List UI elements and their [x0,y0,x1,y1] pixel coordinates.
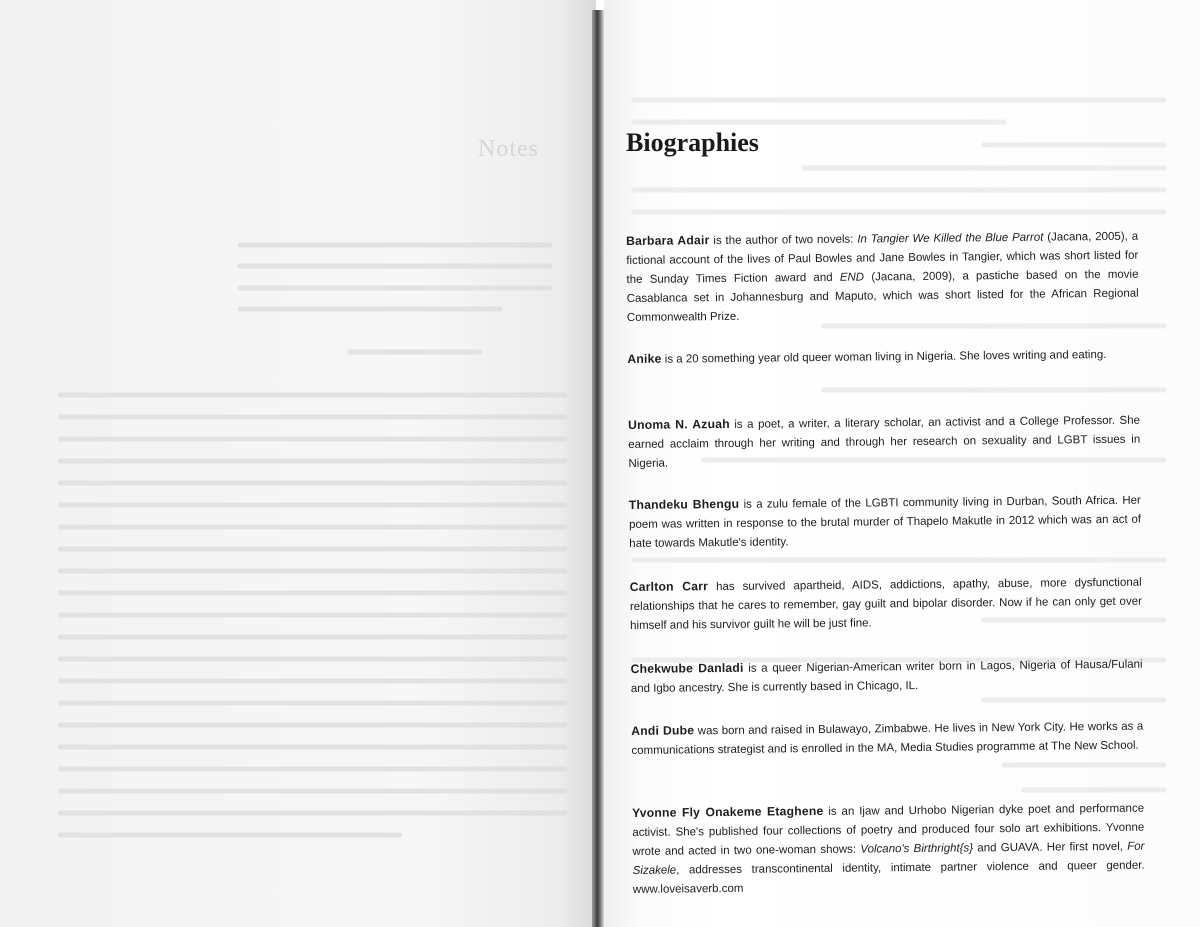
bio-book-title: In Tangier We Killed the Blue Parrot [857,231,1044,246]
bio-text: is the author of two novels: [709,233,858,248]
bio-name: Yvonne Fly Onakeme Etaghene [632,803,824,820]
bio-text: is a queer Nigerian-American writer born in Lagos, Nigeria of Hausa/Fulani and Igbo ancestry. She is currently based in Chicago, IL. [630,658,1143,695]
bio-text: is a poet, a writer, a literary scholar, an activist and a College Professor. She earned acclaim through her writing and through her research on sexuality and LGBT issues in Nigeria. [628,414,1141,470]
bio-yvonne-etaghene [632,799,1145,900]
bio-book-title: For Sizakele [632,840,1145,877]
bio-name: Thandeku Bhengu [628,496,740,512]
bio-name: Andi Dube [631,723,695,738]
bio-book-title: END [839,271,865,284]
bio-text: , addresses transcontinental identity, intimate partner violence and queer gender. www.loveisaverb.com [632,859,1145,896]
bio-chekwube-danladi [630,655,1142,699]
bio-name: Barbara Adair [626,233,710,248]
bio-text: has survived apartheid, AIDS, addictions, apathy, abuse, more dysfunctional relationships that he cares to remember, gay guilt and bipolar disorder. Now if he can only get over himself and his survivor guilt he will be just fine. [629,576,1142,632]
bio-barbara-adair [626,227,1139,328]
ghost-notes-title: Notes [478,136,539,162]
book-gutter [592,10,604,927]
bio-unoma-azuah [628,411,1141,474]
bio-text: is an Ijaw and Urhobo Nigerian dyke poet and performance activist. She's published four collections of poetry and produced four solo art exhibitions. Yvonne wrote and acted in two one-woman shows: [632,802,1145,858]
bio-name: Carlton Carr [629,579,709,594]
bio-text: and GUAVA. Her first novel, [973,840,1128,855]
bio-text: (Jacana, 2005), a fictional account of the lives of Paul Bowles and Jane Bowles in Tangier, which was short listed for the Sunday Times Fiction award and [626,230,1139,286]
bio-show-title: Volcano's Birthright{s} [860,842,974,856]
bio-text: was born and raised in Bulawayo, Zimbabwe. He lives in New York City. He works as a communications strategist and is enrolled in the MA, Media Studies programme at The New School. [631,720,1144,757]
page-title: Biographies [626,128,759,157]
bio-name: Unoma N. Azuah [627,416,730,432]
bio-text: is a 20 something year old queer woman living in Nigeria. She loves writing and eating. [661,348,1107,366]
bio-thandeku-bhengu [629,491,1142,554]
biographies-page [604,0,1200,927]
bio-name: Chekwube Danladi [630,660,744,676]
bio-text: (Jacana, 2009), a pastiche based on the movie Casablanca set in Johannesburg and Maputo, which was short listed for the African Regional Commonwealth Prize. [626,268,1139,324]
bio-name: Anike [627,351,662,366]
bio-andi-dube [631,717,1143,761]
bio-carlton-carr [630,573,1143,636]
ghost-text-lines [0,0,596,927]
left-page-show-through [0,0,596,927]
bio-text: is a zulu female of the LGBTI community living in Durban, South Africa. Her poem was written in response to the brutal murder of Thapelo Makutle in 2012 which was an act of hate towards Makutle's identity. [629,494,1142,550]
